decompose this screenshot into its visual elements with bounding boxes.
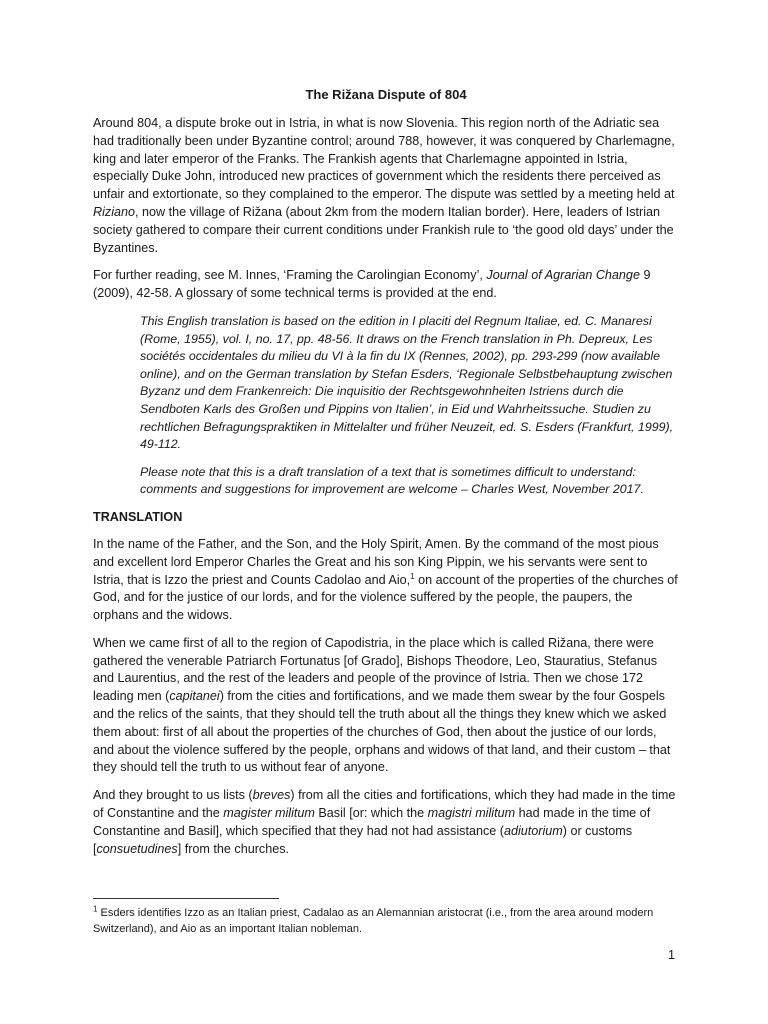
footnote-separator xyxy=(93,898,279,899)
translation-paragraph-2: When we came first of all to the region of Capodistria, in the place which is called Rižana, there were gathered the venerable Patriarch Fortunatus [of Grado], Bishops Theodore, Leo, Stauratius, Stefanus and Laurentius, and the rest of the leaders and people of the province of Istria. Then we chose 172 leading men (capitanei) from the cities and fortifications, and we made them swear by the four Gospels and the relics of the saints, that they should tell the truth about all the things they knew which we asked them about: first of all about the properties of the churches of God, then about the justice of our lords, and about the violence suffered by the people, orphans and widows of that land, and their custom – that they should tell the truth to us without fear of anyone. xyxy=(93,635,671,775)
latin-term: breves xyxy=(252,788,291,803)
footnote-marker: 1 xyxy=(93,904,98,914)
footnote-text: Esders identifies Izzo as an Italian priest, Cadalao as an Alemannian aristocrat (i.e., from the area around modern Switzerland), and Aio as an important Italian nobleman. xyxy=(93,907,654,935)
latin-term: adiutorium xyxy=(503,823,563,838)
latin-term: consuetudines xyxy=(96,841,178,856)
latin-term: capitanei xyxy=(169,689,220,704)
translation-paragraph-3: And they brought to us lists (breves) from all the cities and fortifications, which they had made in the time of Constantine and the magister militum Basil [or: which the magistri militum had made in the time of Constantine and Basil], which specified that they had not had assistance (adiutorium) or customs [consuetudines] from the churches. xyxy=(93,788,676,856)
footnote-reference[interactable]: 1 xyxy=(410,571,415,581)
document-page xyxy=(93,86,679,868)
document-title: The Rižana Dispute of 804 xyxy=(305,87,467,102)
translator-note-2: Please note that this is a draft translation of a text that is sometimes difficult to understand: comments and suggestions for improvement are welcome – Charles West, November 2017. xyxy=(140,464,644,497)
translator-note-1: This English translation is based on the edition in I placiti del Regnum Italiae, ed. C. Manaresi (Rome, 1955), vol. I, no. 17, pp. 48-56. It draws on the French translation in Ph. Depreux, Les sociétés occidentales du milieu du VI à la fin du IX (Rennes, 2002), pp. 293-299 (now available online), and on the German translation by Stefan Esders, ‘Regionale Selbstbehauptung zwischen Byzanz und dem Frankenreich: Die inquisitio der Rechtsgewohnheiten Istriens durch die Sendboten Karls des Großen und Pippins von Italien’, in Eid und Wahrheitssuche. Studien zu rechtlichen Befragungspraktiken in Mittelalter und früher Neuzeit, ed. S. Esders (Frankfurt, 1999), 49-112. xyxy=(140,313,674,452)
latin-term: magistri militum xyxy=(427,806,516,821)
page-number: 1 xyxy=(667,948,675,962)
footnote xyxy=(93,906,679,937)
place-name: Riziano xyxy=(93,204,135,219)
intro-paragraph-1: Around 804, a dispute broke out in Istria, in what is now Slovenia. This region north of the Adriatic sea had traditionally been under Byzantine control; around 788, however, it was conquered by Charlemagne, king and later emperor of the Franks. The Frankish agents that Charlemagne appointed in Istria, especially Duke John, introduced new practices of government which the residents there perceived as unfair and extortionate, so they complained to the emperor. The dispute was settled by a meeting held at Riziano, now the village of Rižana (about 2km from the modern Italian border). Here, leaders of Istrian society gathered to compare their current conditions under Frankish rule to ‘the good old days’ under the Byzantines. xyxy=(93,116,675,255)
latin-term: magister militum xyxy=(223,806,315,821)
intro-paragraph-2: For further reading, see M. Innes, ‘Framing the Carolingian Economy’, Journal of Agrarian Change 9 (2009), 42-58. A glossary of some technical terms is provided at the end. xyxy=(93,268,651,301)
section-heading: TRANSLATION xyxy=(93,509,183,524)
journal-title: Journal of Agrarian Change xyxy=(486,268,640,283)
translation-paragraph-1: In the name of the Father, and the Son, and the Holy Spirit, Amen. By the command of the most pious and excellent lord Emperor Charles the Great and his son King Pippin, we his servants were sent to Istria, that is Izzo the priest and Counts Cadolao and Aio,$^1$ on account of the properties of the churches of God, and for the justice of our lords, and for the violence suffered by the people, the paupers, the orphans and the widows. xyxy=(93,536,678,623)
